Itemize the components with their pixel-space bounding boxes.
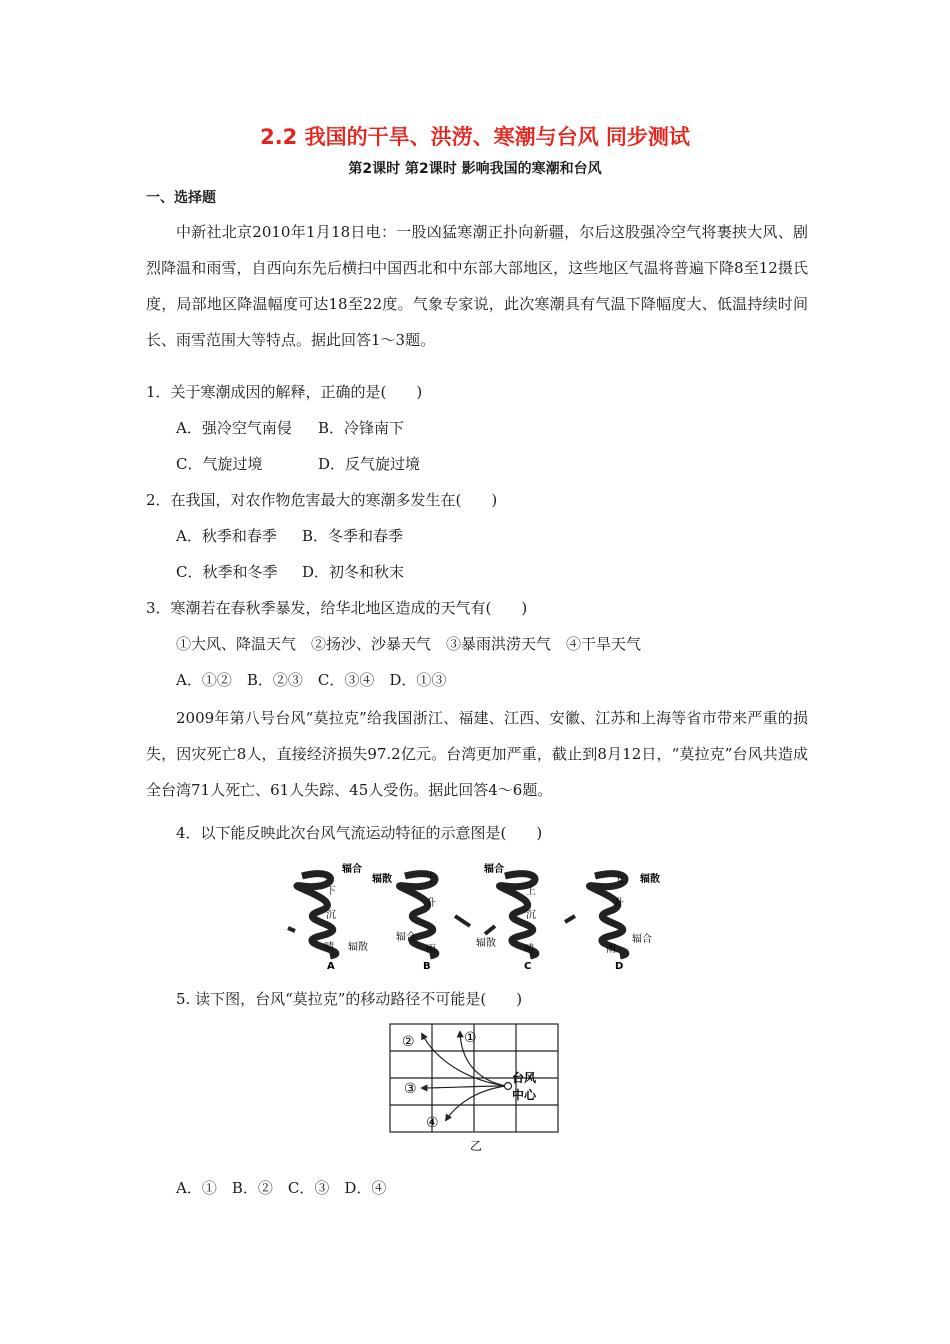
- panel-d-bottom2-label: 辐合: [632, 934, 652, 945]
- panel-c-mid2-label: 沉: [526, 910, 536, 921]
- passage-typhoon: 2009年第八号台风“莫拉克”给我国浙江、福建、江西、安徽、江苏和上海等省市带来严重的损失，因灾死亡8人，直接经济损失97.2亿元。台湾更加严重，截止到8月12日，“莫拉克”台风共造成全台湾71人死亡、61人失踪、45人受伤。据此回答4～6题。: [146, 709, 808, 799]
- section-heading: 一、选择题: [146, 190, 216, 206]
- question-1-option-c: C．气旋过境: [176, 455, 263, 473]
- typhoon-center-label-1: 台风: [512, 1071, 537, 1085]
- figure-caption: 乙: [470, 1139, 483, 1153]
- panel-c-bottom1-label: 晴: [524, 944, 534, 955]
- panel-b-mid1-label: 上: [426, 874, 436, 885]
- question-1-option-a: A．强冷空气南侵: [176, 419, 292, 437]
- question-1-option-b: B．冷锋南下: [318, 419, 405, 437]
- airflow-panel-d: [565, 872, 660, 972]
- panel-a-letter: A: [327, 961, 335, 972]
- question-5-options: A．① B．② C．③ D．④: [176, 1179, 387, 1197]
- question-2-option-b: B．冬季和春季: [302, 527, 404, 545]
- airflow-panel-a: [288, 862, 368, 972]
- typhoon-center-label-2: 中心: [512, 1088, 537, 1102]
- question-2-option-d: D．初冬和秋末: [302, 563, 405, 581]
- airflow-diagram: [280, 856, 680, 980]
- question-3-options: A．①② B．②③ C．③④ D．①③: [176, 671, 447, 689]
- panel-b-top-label: 辐散: [372, 874, 392, 885]
- panel-a-bottom1-label: 晴: [324, 942, 334, 953]
- question-3-stem: 3．寒潮若在春秋季暴发，给华北地区造成的天气有( ): [146, 599, 528, 617]
- airflow-panel-b: [371, 872, 470, 972]
- question-5-stem: 5. 读下图，台风“莫拉克”的移动路径不可能是( ): [176, 990, 523, 1008]
- panel-a-top-label: 辐合: [342, 864, 362, 875]
- panel-b-bottom2-label: 辐合: [396, 932, 416, 943]
- panel-d-mid1-label: 上: [614, 874, 624, 885]
- panel-c-top-label: 辐合: [484, 864, 504, 875]
- panel-c-letter: C: [524, 961, 532, 972]
- panel-d-bottom1-label: 雨: [606, 944, 616, 955]
- question-4-stem: 4．以下能反映此次台风气流运动特征的示意图是( ): [176, 824, 543, 842]
- path-label-4: ④: [426, 1115, 439, 1131]
- question-1-option-d: D．反气旋过境: [318, 455, 421, 473]
- typhoon-center-marker: [505, 1083, 512, 1090]
- page-subtitle: 第2课时 第2课时 影响我国的寒潮和台风: [348, 161, 602, 177]
- panel-a-mid1-label: 下: [326, 886, 336, 897]
- path-label-2: ②: [402, 1034, 415, 1050]
- airflow-panel-c: [476, 862, 536, 972]
- panel-d-letter: D: [615, 961, 624, 972]
- question-1-stem: 1．关于寒潮成因的解释，正确的是( ): [146, 383, 423, 401]
- question-3-items: ①大风、降温天气 ②扬沙、沙暴天气 ③暴雨洪涝天气 ④干旱天气: [176, 635, 642, 653]
- panel-a-mid2-label: 沉: [326, 910, 336, 921]
- question-2-option-a: A．秋季和春季: [176, 527, 277, 545]
- typhoon-path-diagram: [386, 1020, 566, 1164]
- panel-b-bottom1-label: 雨: [426, 944, 436, 955]
- question-2-option-c: C．秋季和冬季: [176, 563, 278, 581]
- panel-c-bottom2-label: 辐散: [476, 938, 496, 949]
- panel-b-mid2-label: 升: [426, 898, 436, 909]
- question-2-stem: 2．在我国，对农作物危害最大的寒潮多发生在( ): [146, 491, 498, 509]
- panel-c-mid1-label: 上: [526, 886, 536, 897]
- path-label-3: ③: [404, 1081, 417, 1097]
- panel-a-bottom2-label: 辐散: [348, 942, 368, 953]
- passage-cold-wave: 中新社北京2010年1月18日电：一股凶猛寒潮正扑向新疆，尔后这股强冷空气将裹挟大风、剧烈降温和雨雪，自西向东先后横扫中国西北和中东部大部地区，这些地区气温将普遍下降8至12摄氏度，局部地区降温幅度可达18至22度。气象专家说，此次寒潮具有气温下降幅度大、低温持续时间长、雨雪范围大等特点。据此回答1～3题。: [146, 223, 808, 349]
- page-title: 2.2 我国的干旱、洪涝、寒潮与台风 同步测试: [260, 125, 690, 149]
- panel-d-mid2-label: 升: [614, 898, 624, 909]
- path-label-1: ①: [464, 1030, 477, 1046]
- panel-d-top-label: 辐散: [640, 874, 660, 885]
- panel-b-letter: B: [423, 961, 431, 972]
